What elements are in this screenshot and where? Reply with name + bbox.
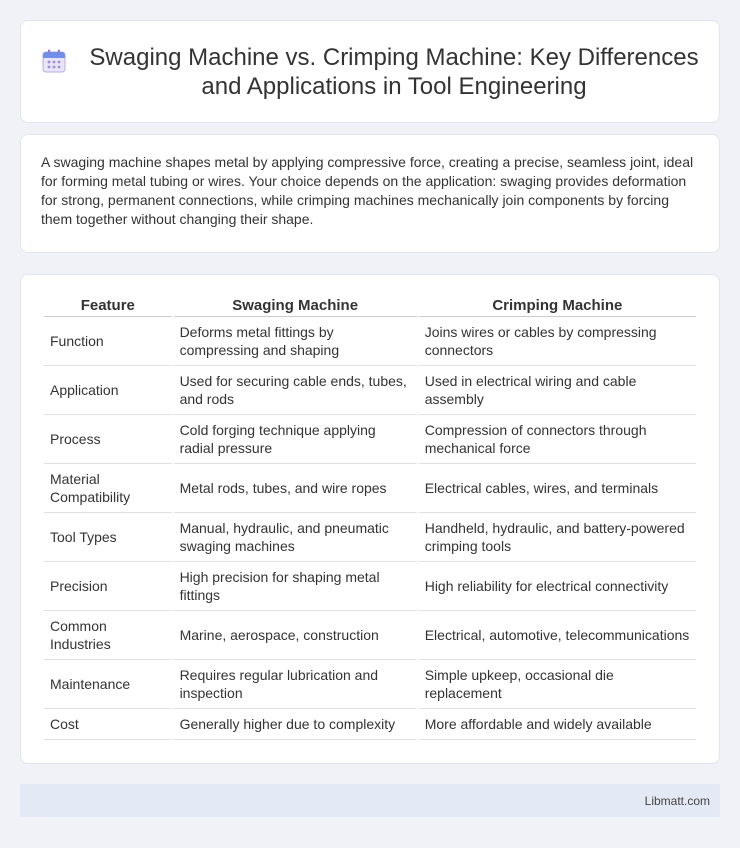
feature-cell: Application bbox=[44, 366, 172, 415]
feature-cell: Function bbox=[44, 317, 172, 366]
feature-cell: Precision bbox=[44, 562, 172, 611]
crimping-cell: Electrical, automotive, telecommunications bbox=[419, 611, 696, 660]
swaging-cell: Deforms metal fittings by compressing and shaping bbox=[174, 317, 417, 366]
crimping-cell: Compression of connectors through mechanical force bbox=[419, 415, 696, 464]
crimping-cell: Used in electrical wiring and cable assembly bbox=[419, 366, 696, 415]
title-wrap bbox=[41, 43, 699, 101]
feature-cell: Maintenance bbox=[44, 660, 172, 709]
table-row bbox=[44, 611, 696, 660]
swaging-cell: Used for securing cable ends, tubes, and rods bbox=[174, 366, 417, 415]
feature-cell: Common Industries bbox=[44, 611, 172, 660]
table-row bbox=[44, 660, 696, 709]
table-row bbox=[44, 415, 696, 464]
feature-cell: Tool Types bbox=[44, 513, 172, 562]
feature-cell: Material Compatibility bbox=[44, 464, 172, 513]
swaging-cell: Metal rods, tubes, and wire ropes bbox=[174, 464, 417, 513]
comparison-table bbox=[42, 295, 698, 740]
table-row bbox=[44, 709, 696, 740]
column-header-swaging: Swaging Machine bbox=[174, 295, 417, 317]
intro-card bbox=[20, 134, 720, 253]
table-row bbox=[44, 317, 696, 366]
table-row bbox=[44, 513, 696, 562]
table-header-row bbox=[44, 295, 696, 317]
crimping-cell: Handheld, hydraulic, and battery-powered crimping tools bbox=[419, 513, 696, 562]
footer-site-link[interactable]: Libmatt.com bbox=[644, 793, 710, 808]
crimping-cell: Simple upkeep, occasional die replacement bbox=[419, 660, 696, 709]
swaging-cell: Cold forging technique applying radial pressure bbox=[174, 415, 417, 464]
table-row bbox=[44, 464, 696, 513]
crimping-cell: Joins wires or cables by compressing connectors bbox=[419, 317, 696, 366]
swaging-cell: Marine, aerospace, construction bbox=[174, 611, 417, 660]
comparison-table-card bbox=[20, 274, 720, 764]
crimping-cell: Electrical cables, wires, and terminals bbox=[419, 464, 696, 513]
swaging-cell: High precision for shaping metal fittings bbox=[174, 562, 417, 611]
calendar-icon bbox=[41, 48, 67, 74]
feature-cell: Cost bbox=[44, 709, 172, 740]
column-header-crimping: Crimping Machine bbox=[419, 295, 696, 317]
table-row bbox=[44, 366, 696, 415]
crimping-cell: More affordable and widely available bbox=[419, 709, 696, 740]
header-card bbox=[20, 20, 720, 123]
feature-cell: Process bbox=[44, 415, 172, 464]
crimping-cell: High reliability for electrical connectivity bbox=[419, 562, 696, 611]
footer-bar bbox=[20, 784, 720, 817]
swaging-cell: Requires regular lubrication and inspection bbox=[174, 660, 417, 709]
intro-paragraph: A swaging machine shapes metal by applying compressive force, creating a precise, seamless joint, ideal for forming metal tubing or wires. Your choice depends on the application: swaging provides deformation for strong, permanent connections, while crimping machines mechanically join components by forcing them together without changing their shape. bbox=[41, 154, 694, 227]
table-row bbox=[44, 562, 696, 611]
swaging-cell: Manual, hydraulic, and pneumatic swaging machines bbox=[174, 513, 417, 562]
column-header-feature: Feature bbox=[44, 295, 172, 317]
page-title: Swaging Machine vs. Crimping Machine: Key Differences and Applications in Tool Engineering bbox=[89, 43, 699, 100]
swaging-cell: Generally higher due to complexity bbox=[174, 709, 417, 740]
